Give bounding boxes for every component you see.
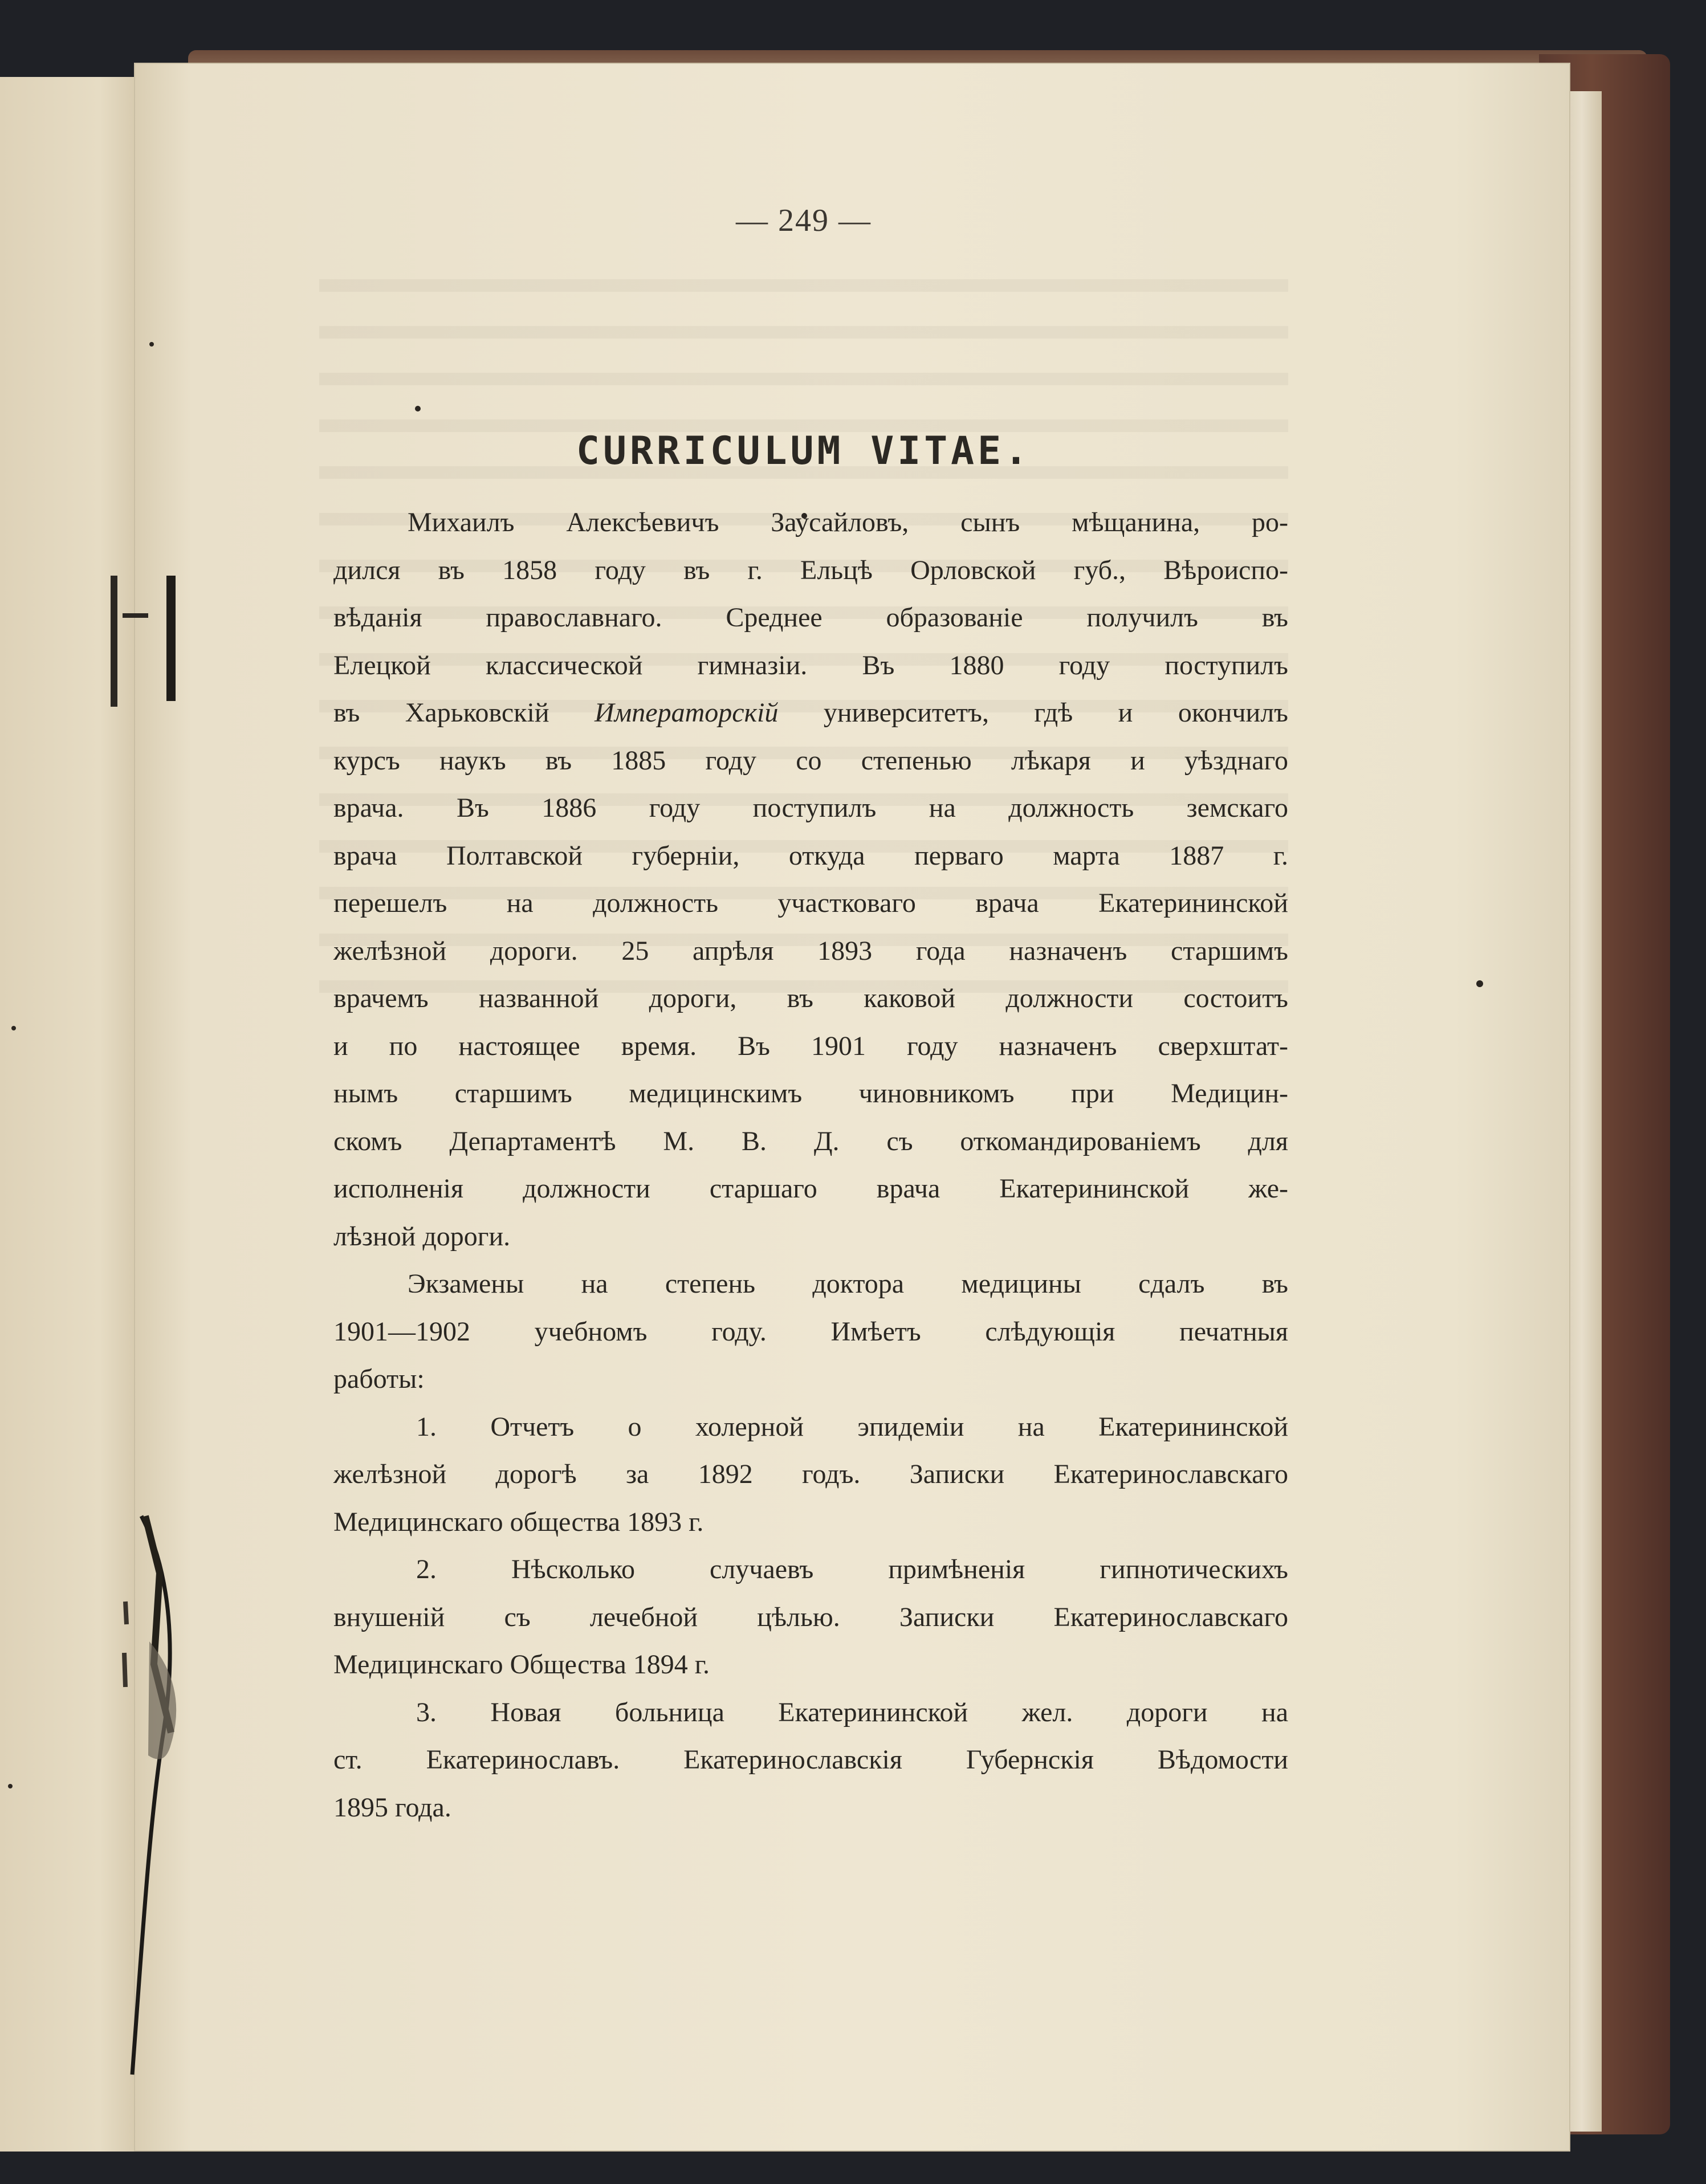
text-line: Елецкой классической гимназіи. Въ 1880 году поступилъ: [333, 650, 1288, 681]
work-item-line: 3. Новая больница Екатерининской жел. дороги на: [416, 1697, 1288, 1727]
main-text: [333, 499, 1288, 1831]
text-line: работы:: [333, 1364, 425, 1394]
text-line: лѣзной дороги.: [333, 1221, 511, 1252]
text-line: перешелъ на должность участковаго врача Екатерининской: [333, 888, 1288, 918]
work-item-line: ст. Екатеринославъ. Екатеринославскія Губернскія Вѣдомости: [333, 1745, 1288, 1775]
page-number: — 249 —: [736, 203, 872, 238]
ink-speck: [415, 406, 421, 411]
page-title: CURRICULUM VITAE.: [576, 429, 1031, 474]
text-line: врача. Въ 1886 году поступилъ на должность земскаго: [333, 793, 1288, 823]
ink-speck: [149, 342, 154, 347]
work-item-line: 1. Отчетъ о холерной эпидеміи на Екатерининской: [416, 1411, 1288, 1442]
text-line: скомъ Департаментѣ М. В. Д. съ откомандированіемъ для: [333, 1126, 1288, 1156]
text-line: исполненія должности старшаго врача Екатерининской же-: [333, 1174, 1288, 1204]
text-segment: университетъ, гдѣ и окончилъ: [823, 698, 1288, 728]
work-item-line: Медицинскаго общества 1893 г.: [333, 1506, 704, 1537]
text-line: желѣзной дороги. 25 апрѣля 1893 года назначенъ старшимъ: [333, 935, 1288, 966]
text-line: курсъ наукъ въ 1885 году со степенью лѣкаря и уѣзднаго: [333, 745, 1288, 776]
text-line: дился въ 1858 году въ г. Ельцѣ Орловской губ., Вѣроиспо-: [333, 555, 1288, 585]
text-line: вѣданія православнаго. Среднее образованіе получилъ въ: [333, 602, 1288, 633]
text-line: врача Полтавской губерніи, откуда перваго марта 1887 г.: [333, 840, 1288, 871]
text-line: врачемъ названной дороги, въ каковой должности состоитъ: [333, 983, 1288, 1013]
text-segment: въ Харьковскій: [333, 698, 549, 728]
ink-speck: [11, 1026, 16, 1030]
left-page-margin: [0, 77, 142, 2152]
ink-speck: [8, 1784, 13, 1788]
ink-speck: [1476, 980, 1483, 987]
text-line: Экзамены на степень доктора медицины сдалъ въ: [408, 1269, 1288, 1299]
text-line: и по настоящее время. Въ 1901 году назначенъ сверхштат-: [333, 1030, 1288, 1061]
text-line: 1901—1902 учебномъ году. Имѣетъ слѣдующія печатныя: [333, 1316, 1288, 1347]
text-line: [333, 689, 1288, 737]
text-line: Михаилъ Алексѣевичъ Заусайловъ, сынъ мѣщанина, ро-: [408, 507, 1288, 537]
work-item-line: 2. Нѣсколько случаевъ примѣненія гипнотическихъ: [416, 1554, 1288, 1584]
work-item-line: внушеній съ лечебной цѣлью. Записки Екатеринославскаго: [333, 1602, 1288, 1632]
work-item-line: Медицинскаго Общества 1894 г.: [333, 1649, 710, 1680]
work-item-line: желѣзной дорогѣ за 1892 годъ. Записки Екатеринославскаго: [333, 1459, 1288, 1489]
text-line: нымъ старшимъ медицинскимъ чиновникомъ при Медицин-: [333, 1078, 1288, 1109]
emphasized-text: Императорскій: [595, 698, 779, 728]
work-item-line: 1895 года.: [333, 1792, 451, 1823]
